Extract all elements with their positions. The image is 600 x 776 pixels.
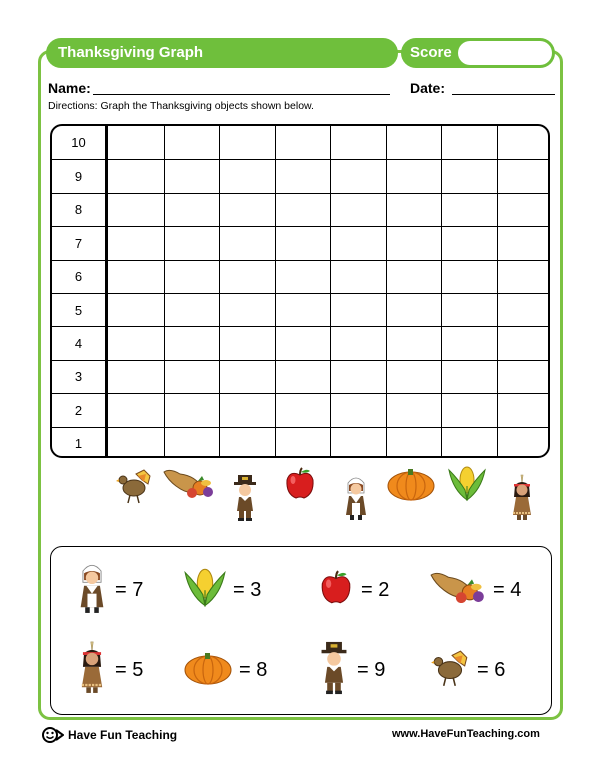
native-girl-icon	[507, 462, 537, 539]
grid-row	[52, 326, 548, 359]
graph-cell[interactable]	[386, 261, 442, 293]
bar-graph-grid	[50, 124, 550, 458]
graph-cell[interactable]	[164, 294, 220, 326]
graph-cell[interactable]	[330, 126, 386, 159]
graph-cell[interactable]	[386, 361, 442, 393]
grid-row	[52, 126, 548, 159]
apple-icon	[317, 569, 355, 612]
graph-cell[interactable]	[164, 194, 220, 226]
key-value: = 5	[115, 658, 144, 681]
y-axis-label: 3	[52, 361, 108, 393]
graph-cell[interactable]	[164, 394, 220, 426]
corn-icon	[183, 568, 227, 613]
key-value: = 6	[477, 658, 506, 681]
graph-cell[interactable]	[275, 428, 331, 458]
footer-logo	[42, 727, 177, 743]
graph-cell[interactable]	[275, 194, 331, 226]
graph-cell[interactable]	[330, 361, 386, 393]
graph-cell[interactable]	[497, 160, 551, 192]
corn-icon	[447, 466, 487, 507]
graph-cell[interactable]	[108, 361, 164, 393]
key-item-apple	[317, 555, 389, 625]
y-axis-label: 9	[52, 160, 108, 192]
key-item-corn	[183, 555, 261, 625]
graph-cell[interactable]	[219, 428, 275, 458]
graph-cell[interactable]	[275, 327, 331, 359]
graph-cell[interactable]	[497, 294, 551, 326]
y-axis-label: 7	[52, 227, 108, 259]
graph-cell[interactable]	[164, 361, 220, 393]
graph-cell[interactable]	[330, 160, 386, 192]
key-value: = 2	[361, 578, 390, 601]
pilgrim-man-icon	[230, 462, 260, 539]
graph-cell[interactable]	[497, 227, 551, 259]
pumpkin-icon	[183, 650, 233, 691]
graph-cell[interactable]	[108, 126, 164, 159]
graph-cell[interactable]	[441, 394, 497, 426]
name-line[interactable]	[93, 94, 390, 95]
graph-cell[interactable]	[219, 160, 275, 192]
grid-row	[52, 293, 548, 326]
cornucopia-icon	[162, 466, 216, 507]
key-value: = 7	[115, 578, 144, 601]
graph-cell[interactable]	[108, 428, 164, 458]
grid-row	[52, 427, 548, 458]
grid-row	[52, 393, 548, 426]
key-item-turkey	[429, 635, 505, 705]
graph-cell[interactable]	[164, 227, 220, 259]
score-box[interactable]	[458, 41, 552, 65]
graph-cell[interactable]	[108, 327, 164, 359]
graph-cell[interactable]	[386, 194, 442, 226]
graph-cell[interactable]	[497, 126, 551, 159]
date-line[interactable]	[452, 94, 555, 95]
pilgrim-man-icon	[317, 635, 351, 706]
pilgrim-woman-icon	[341, 462, 371, 539]
graph-cell[interactable]	[275, 126, 331, 159]
graph-cell[interactable]	[164, 428, 220, 458]
turkey-icon	[429, 647, 471, 694]
graph-cell[interactable]	[219, 394, 275, 426]
graph-cell[interactable]	[441, 261, 497, 293]
grid-row	[52, 226, 548, 259]
pumpkin-icon	[386, 466, 436, 507]
graph-cell[interactable]	[441, 194, 497, 226]
graph-cell[interactable]	[108, 261, 164, 293]
key-value: = 8	[239, 658, 268, 681]
key-item-cornucopia	[429, 555, 521, 625]
graph-cell[interactable]	[275, 227, 331, 259]
name-label: Name:	[48, 80, 91, 96]
graph-cell[interactable]	[219, 227, 275, 259]
y-axis-label: 8	[52, 194, 108, 226]
cornucopia-icon	[429, 568, 487, 613]
graph-cell[interactable]	[164, 261, 220, 293]
graph-cell[interactable]	[441, 361, 497, 393]
graph-cell[interactable]	[497, 394, 551, 426]
graph-cell[interactable]	[219, 294, 275, 326]
graph-cell[interactable]	[219, 194, 275, 226]
graph-cell[interactable]	[219, 361, 275, 393]
y-axis-label: 6	[52, 261, 108, 293]
key-value: = 3	[233, 578, 262, 601]
worksheet-title: Thanksgiving Graph	[46, 38, 398, 68]
key-value: = 9	[357, 658, 386, 681]
graph-cell[interactable]	[330, 327, 386, 359]
footer-brand: Have Fun Teaching	[68, 728, 178, 742]
y-axis-label: 10	[52, 126, 108, 159]
graph-cell[interactable]	[441, 227, 497, 259]
graph-cell[interactable]	[386, 160, 442, 192]
graph-cell[interactable]	[219, 126, 275, 159]
graph-cell[interactable]	[275, 294, 331, 326]
grid-row	[52, 260, 548, 293]
graph-cell[interactable]	[497, 361, 551, 393]
graph-cell[interactable]	[441, 428, 497, 458]
key-item-pilgrim-man	[317, 635, 385, 705]
graph-cell[interactable]	[108, 194, 164, 226]
graph-cell[interactable]	[497, 261, 551, 293]
graph-cell[interactable]	[164, 327, 220, 359]
grid-row	[52, 193, 548, 226]
y-axis-label: 1	[52, 428, 108, 458]
key-item-pilgrim-woman	[75, 555, 143, 625]
graph-cell[interactable]	[275, 394, 331, 426]
grid-row	[52, 360, 548, 393]
graph-cell[interactable]	[441, 327, 497, 359]
graph-cell[interactable]	[386, 126, 442, 159]
graph-cell[interactable]	[330, 294, 386, 326]
graph-cell[interactable]	[386, 294, 442, 326]
apple-icon	[282, 466, 318, 507]
graph-cell[interactable]	[386, 394, 442, 426]
graph-cell[interactable]	[108, 227, 164, 259]
graph-cell[interactable]	[219, 261, 275, 293]
grid-row	[52, 159, 548, 192]
graph-cell[interactable]	[275, 361, 331, 393]
key-item-native-girl	[75, 635, 143, 705]
turkey-icon	[114, 466, 154, 511]
date-label: Date:	[410, 80, 446, 96]
graph-cell[interactable]	[219, 327, 275, 359]
y-axis-label: 4	[52, 327, 108, 359]
graph-cell[interactable]	[386, 428, 442, 458]
graph-cell[interactable]	[330, 261, 386, 293]
directions-text: Directions: Graph the Thanksgiving objects shown below.	[48, 100, 314, 112]
answer-key-box	[50, 546, 552, 715]
key-value: = 4	[493, 578, 522, 601]
graph-cell[interactable]	[386, 327, 442, 359]
graph-cell[interactable]	[108, 394, 164, 426]
graph-cell[interactable]	[441, 126, 497, 159]
native-girl-icon	[75, 635, 109, 706]
key-item-pumpkin	[183, 635, 267, 705]
graph-cell[interactable]	[164, 160, 220, 192]
y-axis-label: 2	[52, 394, 108, 426]
graph-cell[interactable]	[275, 160, 331, 192]
graph-cell[interactable]	[441, 294, 497, 326]
graph-cell[interactable]	[108, 294, 164, 326]
smile-logo-icon	[42, 727, 64, 743]
graph-cell[interactable]	[497, 428, 551, 458]
pilgrim-woman-icon	[75, 555, 109, 626]
graph-cell[interactable]	[164, 126, 220, 159]
graph-cell[interactable]	[275, 261, 331, 293]
y-axis-label: 5	[52, 294, 108, 326]
score-label: Score	[401, 38, 555, 68]
graph-cell[interactable]	[441, 160, 497, 192]
graph-cell[interactable]	[497, 327, 551, 359]
graph-cell[interactable]	[497, 194, 551, 226]
footer-url: www.HaveFunTeaching.com	[392, 728, 540, 740]
graph-cell[interactable]	[330, 194, 386, 226]
graph-cell[interactable]	[108, 160, 164, 192]
graph-cell[interactable]	[330, 227, 386, 259]
graph-cell[interactable]	[330, 428, 386, 458]
graph-cell[interactable]	[330, 394, 386, 426]
graph-cell[interactable]	[386, 227, 442, 259]
